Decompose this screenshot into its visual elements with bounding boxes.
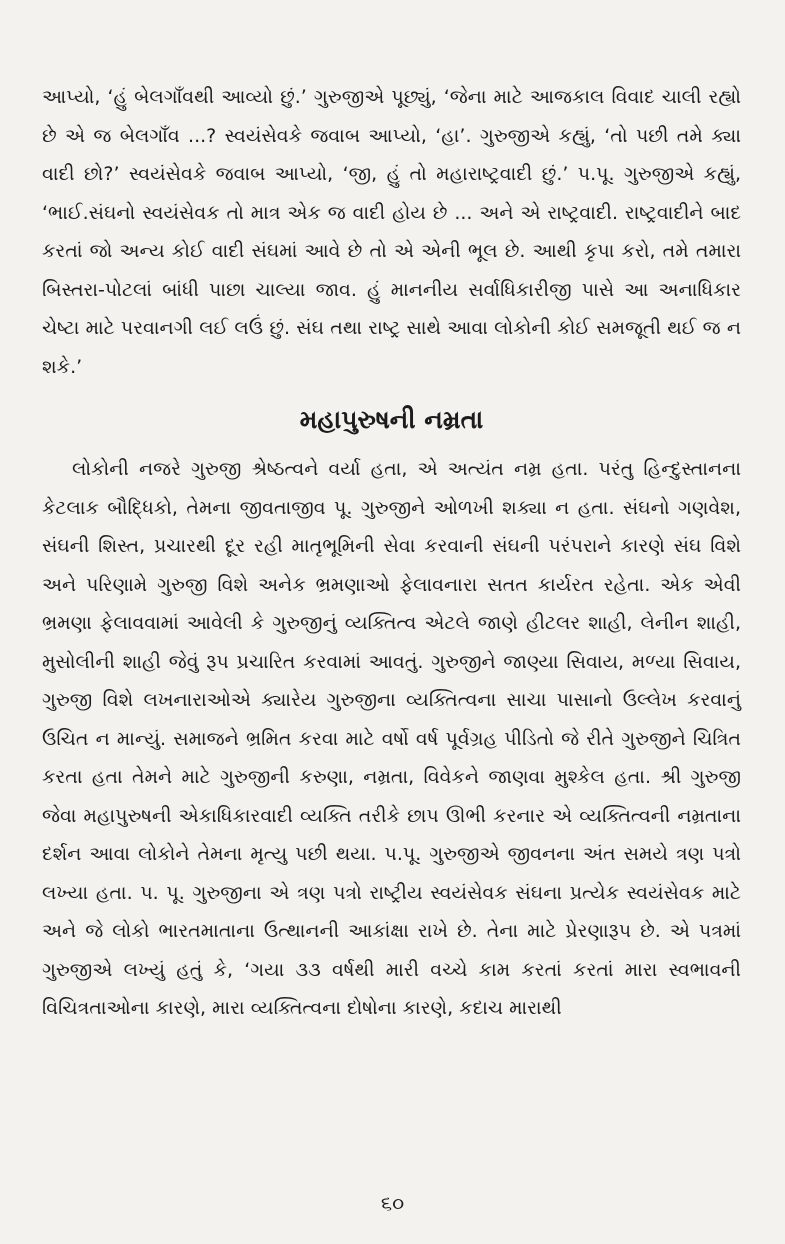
section-heading: મહાપુરુષની નમ્રતા [299,405,484,434]
page-number: ૬૦ [380,1191,405,1215]
paragraph-continued: આપ્યો, ‘હું બેલગાઁવથી આવ્યો છું.’ ગુરુજીએ પૂછ્યું, ‘જેના માટે આજકાલ વિવાદ ચાલી રહ્યો છે એ જ બેલગાઁવ ...? સ્વયંસેવકે જવાબ આપ્યો, ‘હા’. ગુરુજીએ કહ્યું, ‘તો પછી તમે ક્યા વાદી છો?’ સ્વયંસેવકે જવાબ આપ્યો, ‘જી, હું તો મહારાષ્ટ્રવાદી છું.’ પ.પૂ. ગુરુજીએ કહ્યું, ‘ભાઈ.સંઘનો સ્વયંસેવક તો માત્ર એક જ વાદી હોય છે ... અને એ રાષ્ટ્રવાદી. રાષ્ટ્રવાદીને બાદ કરતાં જો અન્ય કોઈ વાદી સંઘમાં આવે છે તો એ એની ભૂલ છે. આથી કૃપા કરો, તમે તમારા બિસ્તરા-પોટલાં બાંધી પાછા ચાલ્યા જાવ. હું માનનીય સર્વાધિકારીજી પાસે આ અનાધિકાર ચેષ્ટા માટે પરવાનગી લઈ લઉં છું. સંઘ તથા રાષ્ટ્ર સાથે આવા લોકોની કોઈ સમજૂતી થઈ જ ન શકે.’ [42,86,741,378]
paragraph-body: લોકોની નજરે ગુરુજી શ્રેષ્ઠત્વને વર્યા હતા, એ અત્યંત નમ્ર હતા. પરંતુ હિન્દુસ્તાનના કેટલાક બૌદ્ધિકો, તેમના જીવતાજીવ પૂ. ગુરુજીને ઓળખી શક્યા ન હતા. સંઘનો ગણવેશ, સંઘની શિસ્ત, પ્રચારથી દૂર રહી માતૃભૂમિની સેવા કરવાની સંઘની પરંપરાને કારણે સંઘ વિશે અને પરિણામે ગુરુજી વિશે અનેક ભ્રમણાઓ ફેલાવનારા સતત કાર્યરત રહેતા. એક એવી ભ્રમણા ફેલાવવામાં આવેલી કે ગુરુજીનું વ્યક્તિત્વ એટલે જાણે હીટલર શાહી, લેનીન શાહી, મુસોલીની શાહી જેવું રૂપ પ્રચારિત કરવામાં આવતું. ગુરુજીને જાણ્યા સિવાય, મળ્યા સિવાય, ગુરુજી વિશે લખનારાઓએ ક્યારેય ગુરુજીના વ્યક્તિત્વના સાચા પાસાનો ઉલ્લેખ કરવાનું ઉચિત ન માન્યું. સમાજને ભ્રમિત કરવા માટે વર્ષો વર્ષ પૂર્વગ્રહ પીડિતો જે રીતે ગુરુજીને ચિત્રિત કરતા હતા તેમને માટે ગુરુજીની કરુણા, નમ્રતા, વિવેકને જાણવા મુશ્કેલ હતા. શ્રી ગુરુજી જેવા મહાપુરુષની એકાધિકારવાદી વ્યક્તિ તરીકે છાપ ઊભી કરનાર એ વ્યક્તિત્વની નમ્રતાના દર્શન આવા લોકોને તેમના મૃત્યુ પછી થયા. પ.પૂ. ગુરુજીએ જીવનના અંત સમયે ત્રણ પત્રો લખ્યા હતા. પ. પૂ. ગુરુજીના એ ત્રણ પત્રો રાષ્ટ્રીય સ્વયંસેવક સંઘના પ્રત્યેક સ્વયંસેવક માટે અને જે લોકો ભારતમાતાના ઉત્થાનની આકાંક્ષા રાખે છે. તેના માટે પ્રેરણારૂપ છે. એ પત્રમાં ગુરુજીએ લખ્યું હતું કે, ‘ગયા ૩૩ વર્ષથી મારી વચ્ચે કામ કરતાં કરતાં મારા સ્વભાવની વિચિત્રતાઓના કારણે, મારા વ્યક્તિત્વના દોષોના કારણે, કદાચ મારાથી [42,458,741,1019]
